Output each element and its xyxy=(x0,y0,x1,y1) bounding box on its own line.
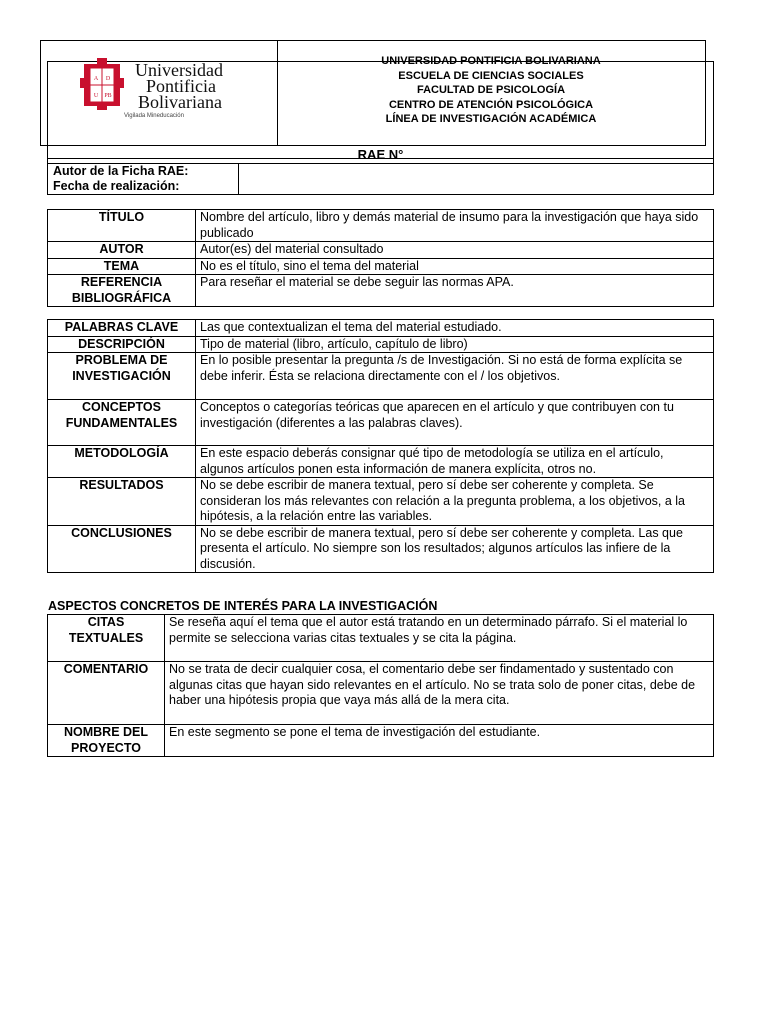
table-row xyxy=(48,400,714,446)
rae-title: RAE N° xyxy=(357,147,404,162)
table-row xyxy=(48,478,714,526)
aspects-label-citas: CITAS TEXTUALES xyxy=(48,615,165,662)
info-label-titulo: TÍTULO xyxy=(48,210,196,242)
aspects-table xyxy=(47,614,714,757)
content-value-conclusiones: No se debe escribir de manera textual, pero sí debe ser coherente y completa. Las que presenta el artículo. No siempre son los resultados; algunos artículos las infiere de la discusión. xyxy=(196,525,714,573)
header-faculty: FACULTAD DE PSICOLOGÍA xyxy=(416,84,566,96)
content-label-problema: PROBLEMA DE INVESTIGACIÓN xyxy=(48,353,196,400)
table-row xyxy=(48,525,714,573)
content-value-metodologia: En este espacio deberás consignar qué tipo de metodología se utiliza en el artículo, algunos artículos ponen esta información de manera explícita, otros no. xyxy=(196,446,714,478)
table-row xyxy=(48,258,714,275)
content-value-descripcion: Tipo de material (libro, artículo, capítulo de libro) xyxy=(196,336,714,353)
header-center: CENTRO DE ATENCIÓN PSICOLÓGICA xyxy=(388,98,594,111)
content-table xyxy=(47,319,714,573)
logo-name-line3: Bolivariana xyxy=(138,92,222,112)
info-label-tema: TEMA xyxy=(48,258,196,275)
header-line: LÍNEA DE INVESTIGACIÓN ACADÉMICA xyxy=(385,113,597,125)
content-label-resultados: RESULTADOS xyxy=(48,478,196,526)
svg-text:A: A xyxy=(93,76,99,82)
header-school: ESCUELA DE CIENCIAS SOCIALES xyxy=(398,69,584,82)
content-value-palabras-clave: Las que contextualizan el tema del material estudiado. xyxy=(196,320,714,337)
svg-text:U: U xyxy=(93,93,99,99)
content-value-problema: En lo posible presentar la pregunta /s de Investigación. Si no está de forma explícita se debe inferir. Ésta se relaciona directamente con el / los objetivos. xyxy=(196,353,714,400)
svg-text:PB: PB xyxy=(104,93,112,99)
university-seal-icon xyxy=(80,58,124,110)
aspects-value-proyecto: En este segmento se pone el tema de investigación del estudiante. xyxy=(165,725,714,757)
content-label-palabras-clave: PALABRAS CLAVE xyxy=(48,320,196,337)
info-value-titulo: Nombre del artículo, libro y demás material de insumo para la investigación que haya sido publicado xyxy=(196,210,714,242)
info-label-referencia: REFERENCIA BIBLIOGRÁFICA xyxy=(48,275,196,307)
table-row xyxy=(48,662,714,725)
rae-title-row xyxy=(47,146,714,164)
logo-name-line2: Pontificia xyxy=(146,76,216,96)
header-text-block xyxy=(278,54,704,127)
university-logo xyxy=(80,58,250,122)
aspects-heading: ASPECTOS CONCRETOS DE INTERÉS PARA LA INVESTIGACIÓN xyxy=(48,599,438,613)
aspects-value-citas: Se reseña aquí el tema que el autor está tratando en un determinado párrafo. Si el material lo permite se selecciona varias citas textuales y se cita la página. xyxy=(165,615,714,662)
info-value-autor: Autor(es) del material consultado xyxy=(196,242,714,259)
content-label-metodologia: METODOLOGÍA xyxy=(48,446,196,478)
table-row xyxy=(48,320,714,337)
svg-text:D: D xyxy=(105,76,111,82)
table-row xyxy=(48,210,714,242)
content-label-conclusiones: CONCLUSIONES xyxy=(48,525,196,573)
aspects-label-comentario: COMENTARIO xyxy=(48,662,165,725)
table-row xyxy=(48,725,714,757)
rae-meta-value xyxy=(239,164,714,195)
table-row xyxy=(48,336,714,353)
logo-name-line1: Universidad xyxy=(135,60,223,80)
table-row xyxy=(48,615,714,662)
table-row xyxy=(48,242,714,259)
header-university: UNIVERSIDAD PONTIFICIA BOLIVARIANA xyxy=(381,55,601,67)
content-label-descripcion: DESCRIPCIÓN xyxy=(48,336,196,353)
table-row xyxy=(48,353,714,400)
info-value-tema: No es el título, sino el tema del material xyxy=(196,258,714,275)
info-value-referencia: Para reseñar el material se debe seguir las normas APA. xyxy=(196,275,714,307)
rae-meta-table xyxy=(47,163,714,195)
content-label-conceptos: CONCEPTOS FUNDAMENTALES xyxy=(48,400,196,446)
author-label: Autor de la Ficha RAE: xyxy=(53,164,189,178)
logo-tagline: Vigilada Mineducación xyxy=(124,113,184,119)
aspects-value-comentario: No se trata de decir cualquier cosa, el comentario debe ser findamentado y sustentado con algunas citas que hayan sido relevantes en el artículo. No se trata solo de poner citas, debe de haber una hipótesis propia que vaya más allá de la mera cita. xyxy=(165,662,714,725)
info-label-autor: AUTOR xyxy=(48,242,196,259)
content-value-resultados: No se debe escribir de manera textual, pero sí debe ser coherente y completa. Se consideran los más relevantes con relación a la pregunta problema, a los objetivos, a la hipótesis, a la relación entre las variables. xyxy=(196,478,714,526)
rae-meta-labels xyxy=(48,164,239,195)
table-row xyxy=(48,275,714,307)
aspects-label-proyecto: NOMBRE DEL PROYECTO xyxy=(48,725,165,757)
table-row xyxy=(48,446,714,478)
info-table xyxy=(47,209,714,307)
date-label: Fecha de realización: xyxy=(53,179,180,193)
content-value-conceptos: Conceptos o categorías teóricas que aparecen en el artículo y que contribuyen con tu investigación (diferentes a las palabras claves). xyxy=(196,400,714,446)
